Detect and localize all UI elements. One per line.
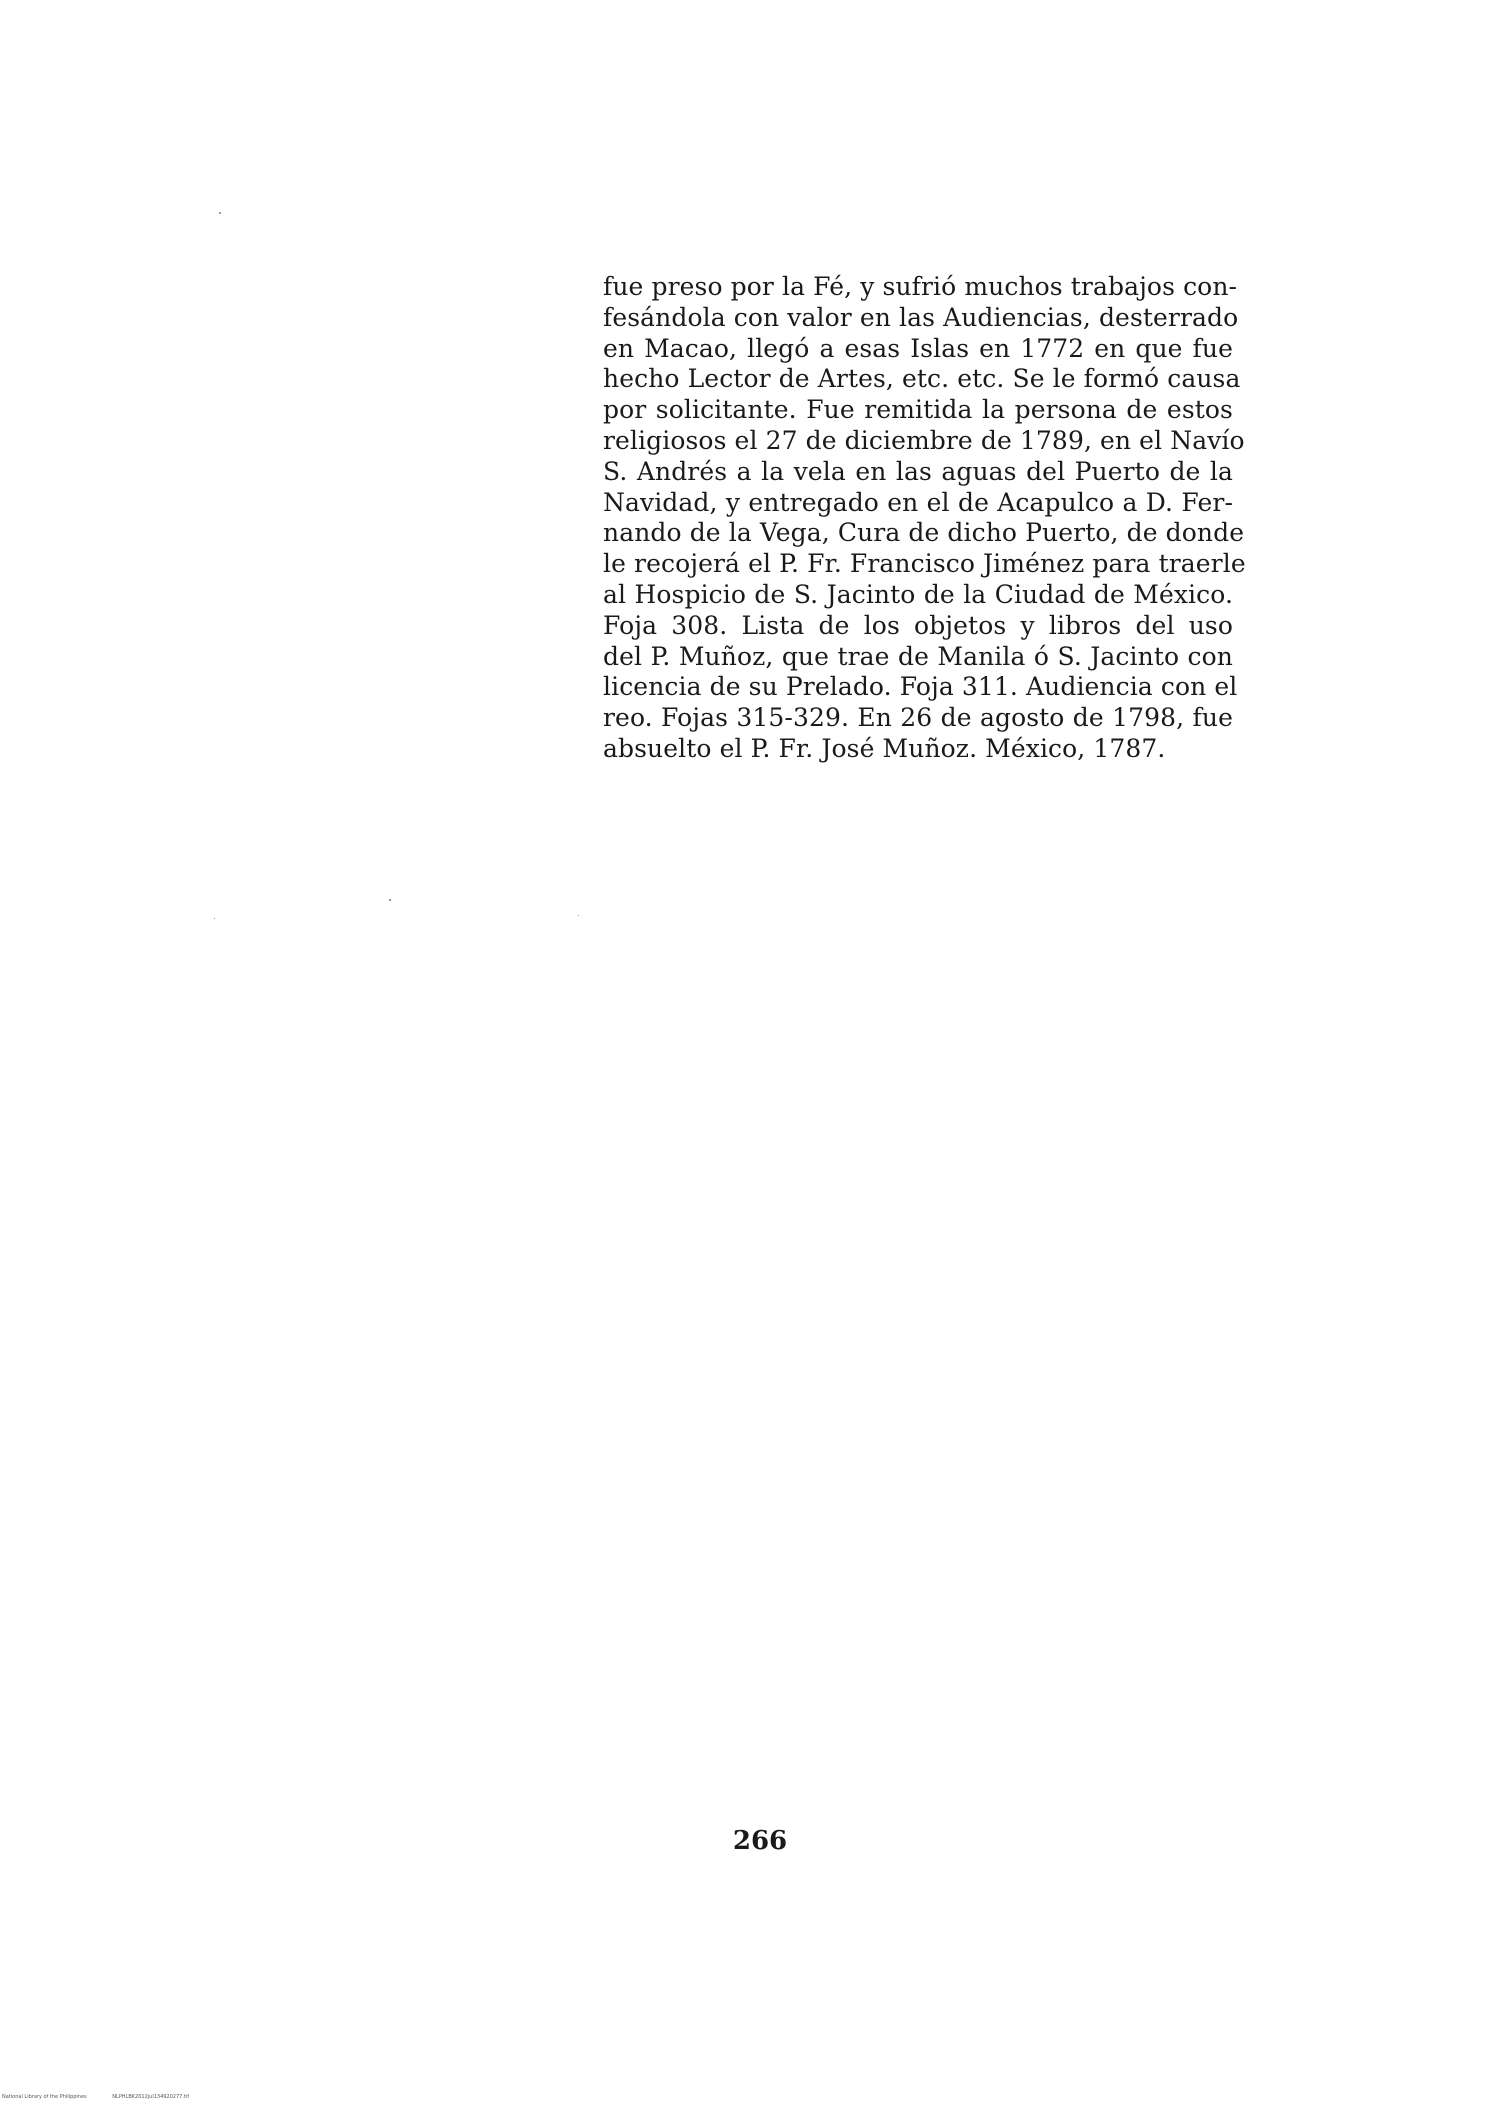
scan-speck bbox=[219, 212, 221, 214]
scan-footer bbox=[2, 2094, 213, 2100]
body-line-10: le recojerá el P. Fr. Francisco Jiménez para traerle bbox=[603, 549, 1246, 579]
body-line-8: Navidad, y entregado en el de Acapulco a D. Fer- bbox=[603, 487, 1233, 517]
body-line-13: del P. Muñoz, que trae de Manila ó S. Jacinto con bbox=[603, 641, 1233, 671]
scan-speck bbox=[578, 915, 579, 916]
body-line-2: fesándola con valor en las Audiencias, desterrado bbox=[603, 302, 1239, 332]
body-line-1: fue preso por la Fé, y sufrió muchos trabajos con- bbox=[603, 272, 1238, 301]
body-line-12: Foja 308. Lista de los objetos y libros del uso bbox=[603, 610, 1233, 640]
body-line-16: absuelto el P. Fr. José Muñoz. México, 1787. bbox=[603, 733, 1166, 763]
body-line-4: hecho Lector de Artes, etc. etc. Se le formó causa bbox=[603, 364, 1241, 394]
body-line-6: religiosos el 27 de diciembre de 1789, en el Navío bbox=[603, 425, 1245, 455]
body-line-9: nando de la Vega, Cura de dicho Puerto, de donde bbox=[603, 518, 1245, 548]
footer-file-id: NLPHLBK2012jul134920277.tif bbox=[112, 2094, 190, 2100]
body-line-14: licencia de su Prelado. Foja 311. Audiencia con el bbox=[603, 672, 1238, 702]
body-line-7: S. Andrés a la vela en las aguas del Puerto de la bbox=[603, 456, 1233, 486]
body-line-3: en Macao, llegó a esas Islas en 1772 en que fue bbox=[603, 333, 1233, 363]
body-line-11: al Hospicio de S. Jacinto de la Ciudad de México. bbox=[603, 579, 1233, 609]
scan-speck bbox=[389, 899, 391, 901]
body-line-15: reo. Fojas 315-329. En 26 de agosto de 1798, fue bbox=[603, 703, 1233, 733]
page-number: 266 bbox=[732, 1826, 788, 1856]
footer-library: National Library of the Philippines bbox=[2, 2094, 87, 2100]
body-line-5: por solicitante. Fue remitida la persona de estos bbox=[603, 395, 1233, 425]
body-text bbox=[603, 272, 1246, 765]
scan-speck bbox=[214, 918, 215, 919]
